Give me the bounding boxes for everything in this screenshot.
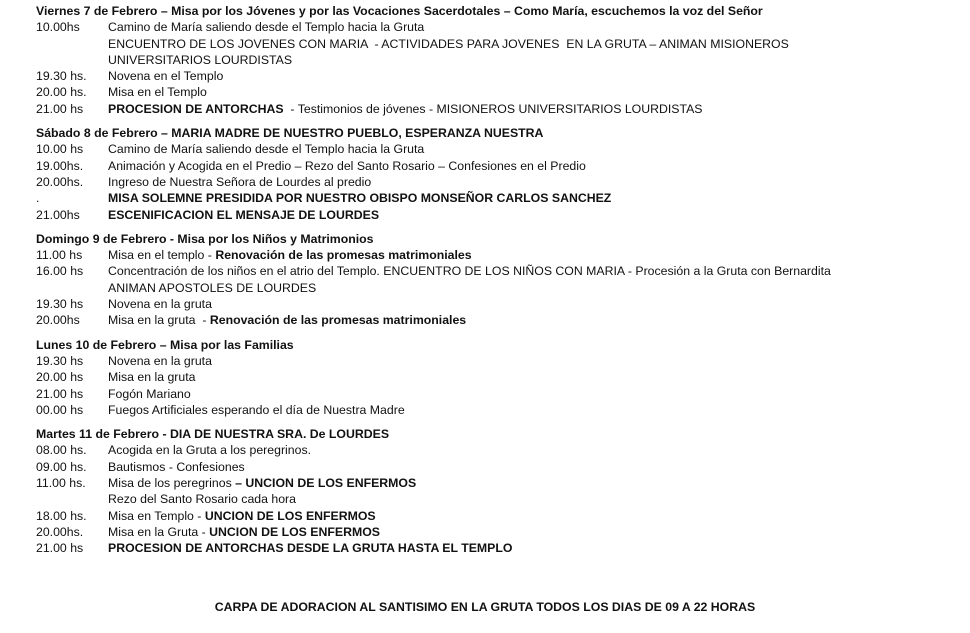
entry-description: [108, 141, 970, 157]
entry-time: 19.00hs.: [36, 158, 84, 173]
entry-description: [108, 508, 970, 524]
description-line: [108, 524, 920, 540]
text-segment: Misa de los peregrinos: [108, 476, 236, 491]
text-segment: Fuegos Artificiales esperando el día de Nuestra Madre: [108, 402, 405, 417]
description-line: [108, 174, 920, 190]
description-line: [108, 101, 920, 117]
day-section: [36, 125, 970, 223]
entry-description: [108, 68, 970, 84]
schedule-days: [36, 3, 970, 557]
description-line: [108, 84, 920, 100]
bold-text: UNCION DE LOS ENFERMOS: [204, 508, 376, 523]
text-segment: Misa en la Gruta -: [108, 524, 210, 539]
day-section: [36, 426, 970, 556]
entry-description: [108, 174, 970, 190]
description-line: [108, 52, 920, 68]
entry-description: [108, 190, 970, 206]
description-line: [108, 540, 920, 556]
entry-time: 10.00 hs: [36, 142, 84, 157]
text-segment: Camino de María saliendo desde el Templo hacia la Gruta: [108, 142, 425, 157]
text-segment: Rezo del Santo Rosario cada hora: [108, 492, 296, 507]
schedule-entry: [36, 353, 970, 369]
schedule-entry: [36, 475, 970, 508]
bold-text: ESCENIFICACION EL MENSAJE DE LOURDES: [108, 207, 380, 222]
text-segment: Acogida en la Gruta a los peregrinos.: [108, 443, 312, 458]
entry-time: 20.00hs.: [36, 524, 84, 539]
entry-description: [108, 247, 970, 263]
description-line: [108, 158, 920, 174]
entry-description: [108, 540, 970, 556]
entry-time: 21.00 hs: [36, 541, 84, 556]
text-segment: ANIMAN APOSTOLES DE LOURDES: [108, 280, 317, 295]
schedule-entry: [36, 141, 970, 157]
description-line: [108, 442, 920, 458]
text-segment: Misa en Templo -: [108, 508, 205, 523]
bold-text: UNCION DE LOS ENFERMOS: [209, 524, 380, 539]
entry-description: [108, 386, 970, 402]
text-segment: Novena en la gruta: [108, 297, 212, 312]
bold-text: MISA SOLEMNE PRESIDIDA POR NUESTRO OBISPO MONSEÑOR CARLOS SANCHEZ: [108, 191, 612, 206]
text-segment: Misa en la gruta: [108, 370, 196, 385]
entry-time: 19.30 hs: [36, 353, 84, 368]
text-segment: Misa en el templo -: [108, 248, 216, 263]
entry-description: [108, 312, 970, 328]
schedule-entry: [36, 508, 970, 524]
entry-description: [108, 101, 970, 117]
schedule-entry: [36, 101, 970, 117]
entry-time: 08.00 hs.: [36, 443, 87, 458]
description-line: [108, 19, 920, 35]
bold-text: Renovación de las promesas matrimoniales: [215, 248, 472, 263]
schedule-entry: [36, 207, 970, 223]
text-segment: Fogón Mariano: [108, 386, 191, 401]
description-line: [108, 190, 920, 206]
schedule-entry: [36, 459, 970, 475]
schedule-entry: [36, 442, 970, 458]
schedule-entry: [36, 540, 970, 556]
schedule-entry: [36, 247, 970, 263]
schedule-entry: [36, 68, 970, 84]
text-segment: ENCUENTRO DE LOS JOVENES CON MARIA - ACTIVIDADES PARA JOVENES EN LA GRUTA – ANIMAN MISIONEROS: [108, 36, 789, 51]
entry-time: 21.00 hs: [36, 101, 84, 116]
schedule-entry: [36, 84, 970, 100]
schedule-entry: [36, 158, 970, 174]
entry-description: [108, 207, 970, 223]
text-segment: Camino de María saliendo desde el Templo hacia la Gruta: [108, 20, 425, 35]
text-segment: - Testimonios de jóvenes - MISIONEROS UNIVERSITARIOS LOURDISTAS: [283, 101, 703, 116]
text-segment: Bautismos - Confesiones: [108, 459, 245, 474]
day-title: Martes 11 de Febrero - DIA DE NUESTRA SRA. De LOURDES: [36, 427, 390, 442]
description-line: [108, 68, 920, 84]
entry-time: 16.00 hs: [36, 264, 84, 279]
bold-text: – UNCION DE LOS ENFERMOS: [235, 476, 417, 491]
footer-note: CARPA DE ADORACION AL SANTISIMO EN LA GRUTA TODOS LOS DIAS DE 09 A 22 HORAS: [214, 600, 756, 614]
entry-description: [108, 442, 970, 458]
entry-time: 18.00 hs.: [36, 508, 87, 523]
entry-time: 21.00hs: [36, 207, 80, 222]
schedule-entry: [36, 19, 970, 68]
entry-time: 20.00hs: [36, 313, 80, 328]
schedule-entry: [36, 296, 970, 312]
description-line: [108, 207, 920, 223]
entry-description: [108, 475, 970, 508]
schedule-entry: [36, 190, 970, 206]
description-line: [108, 247, 920, 263]
description-line: [108, 491, 920, 507]
description-line: [108, 369, 920, 385]
description-line: [108, 312, 920, 328]
bold-text: Renovación de las promesas matrimoniales: [209, 313, 467, 328]
schedule-entry: [36, 263, 970, 296]
day-title: Lunes 10 de Febrero – Misa por las Familias: [36, 337, 294, 352]
description-line: [108, 296, 920, 312]
text-segment: Novena en la gruta: [108, 353, 212, 368]
day-title: Viernes 7 de Febrero – Misa por los Jóvenes y por las Vocaciones Sacerdotales – Como María, escuchemos la voz del Señor: [36, 4, 763, 18]
entry-description: [108, 296, 970, 312]
schedule-entry: [36, 312, 970, 328]
day-title: Domingo 9 de Febrero - Misa por los Niños y Matrimonios: [36, 231, 374, 246]
description-line: [108, 36, 920, 52]
entry-time: 20.00hs.: [36, 174, 84, 189]
entry-description: [108, 402, 970, 418]
description-line: [108, 508, 920, 524]
schedule-entry: [36, 386, 970, 402]
entry-time: 00.00 hs: [36, 402, 84, 417]
text-segment: Misa en la gruta -: [108, 313, 210, 328]
day-section: [36, 337, 970, 418]
entry-time: 19.30 hs.: [36, 69, 87, 84]
description-line: [108, 353, 920, 369]
day-section: [36, 3, 970, 117]
text-segment: Ingreso de Nuestra Señora de Lourdes al predio: [108, 174, 372, 189]
schedule-entry: [36, 174, 970, 190]
entry-description: [108, 459, 970, 475]
entry-time: .: [36, 191, 40, 206]
text-segment: Animación y Acogida en el Predio – Rezo del Santo Rosario – Confesiones en el Predio: [108, 158, 586, 173]
entry-time: 21.00 hs: [36, 386, 84, 401]
text-segment: UNIVERSITARIOS LOURDISTAS: [108, 52, 293, 67]
text-segment: Concentración de los niños en el atrio del Templo. ENCUENTRO DE LOS NIÑOS CON MARIA - Procesión a la Gruta con Bernardita: [108, 264, 831, 279]
text-segment: Novena en el Templo: [108, 69, 224, 84]
schedule-entry: [36, 369, 970, 385]
description-line: [108, 402, 920, 418]
description-line: [108, 386, 920, 402]
entry-time: 20.00 hs.: [36, 85, 87, 100]
entry-time: 20.00 hs: [36, 370, 84, 385]
entry-time: 09.00 hs.: [36, 459, 87, 474]
entry-description: [108, 524, 970, 540]
entry-time: 11.00 hs: [36, 248, 83, 263]
description-line: [108, 475, 920, 491]
description-line: [108, 141, 920, 157]
entry-time: 11.00 hs.: [36, 476, 86, 491]
schedule-entry: [36, 402, 970, 418]
bold-text: PROCESION DE ANTORCHAS DESDE LA GRUTA HASTA EL TEMPLO: [108, 541, 513, 556]
description-line: [108, 280, 920, 296]
entry-description: [108, 84, 970, 100]
description-line: [108, 459, 920, 475]
description-line: [108, 263, 920, 279]
entry-time: 19.30 hs: [36, 297, 84, 312]
entry-description: [108, 263, 970, 296]
text-segment: Misa en el Templo: [108, 85, 207, 100]
day-title: Sábado 8 de Febrero – MARIA MADRE DE NUESTRO PUEBLO, ESPERANZA NUESTRA: [36, 126, 544, 141]
bold-text: PROCESION DE ANTORCHAS: [108, 101, 284, 116]
entry-description: [108, 158, 970, 174]
entry-description: [108, 353, 970, 369]
day-section: [36, 231, 970, 329]
schedule-entry: [36, 524, 970, 540]
entry-time: 10.00hs: [36, 20, 80, 35]
entry-description: [108, 369, 970, 385]
entry-description: [108, 19, 970, 68]
